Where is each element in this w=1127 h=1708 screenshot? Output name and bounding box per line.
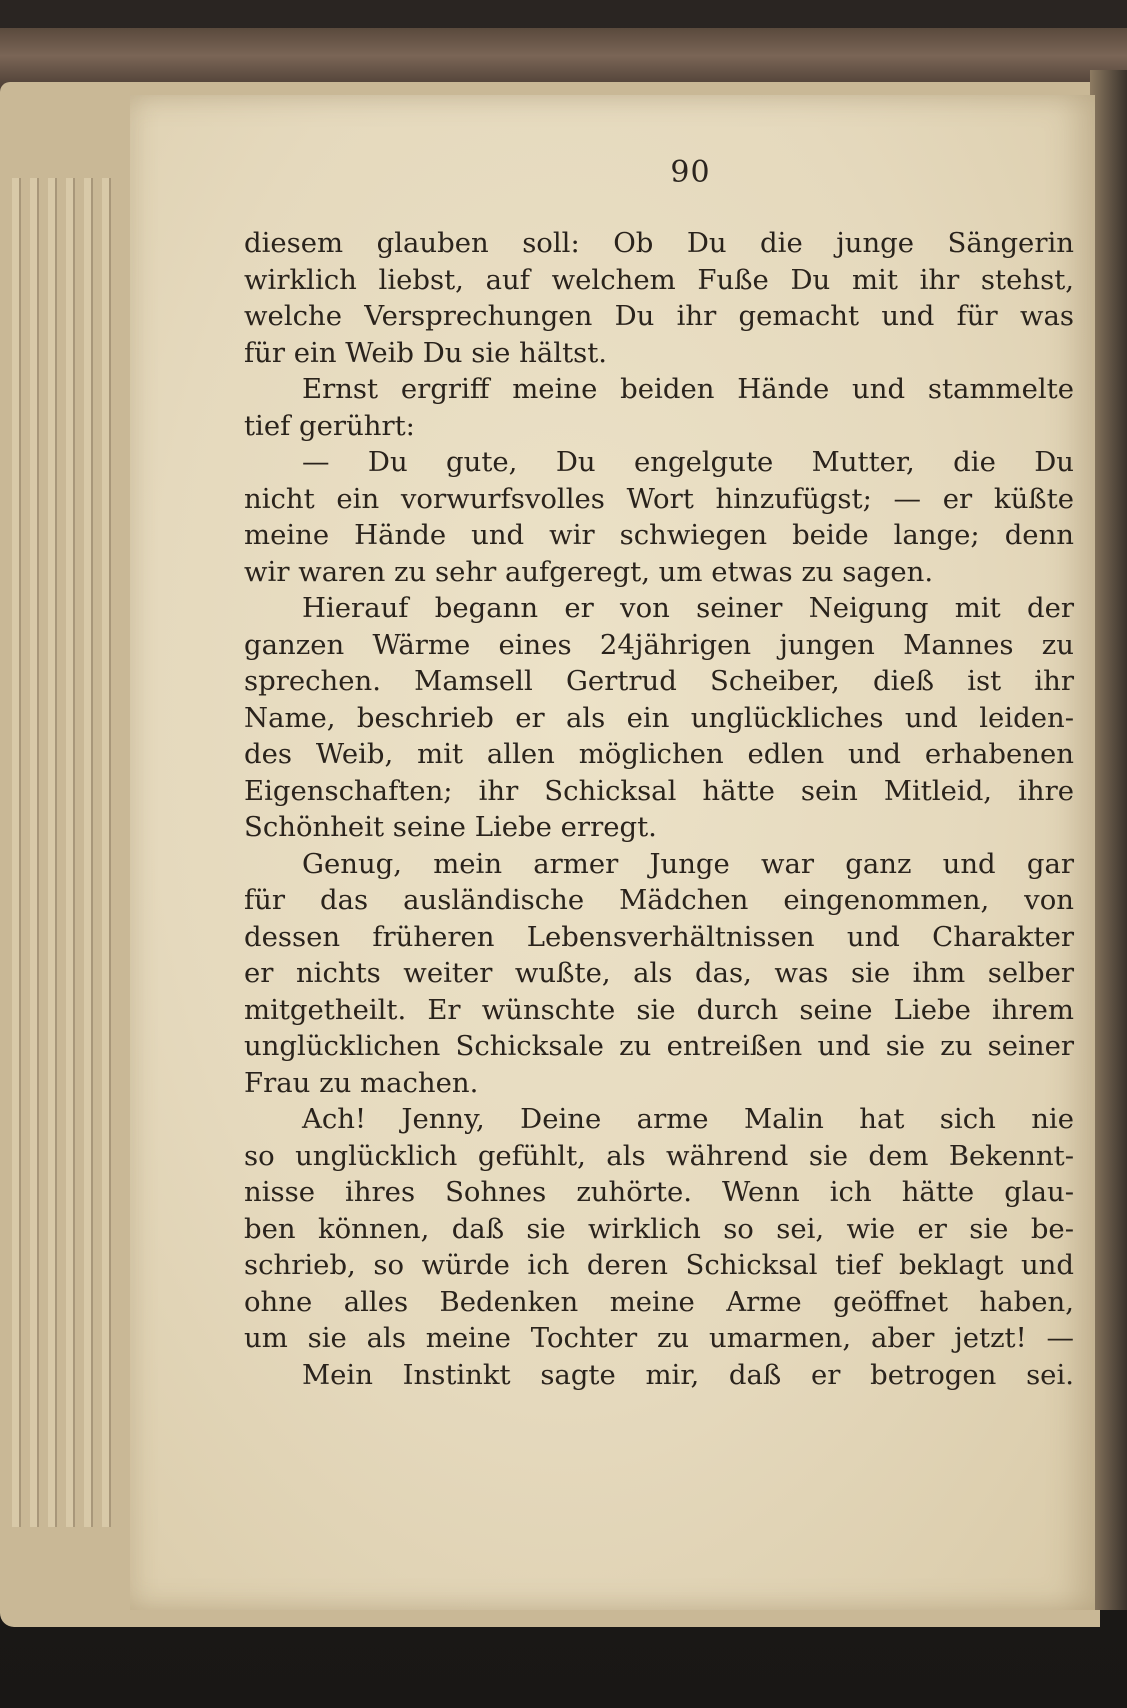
page-edge <box>102 178 111 1527</box>
text-line: Frau zu machen. <box>244 1066 479 1099</box>
book-cover-edge <box>0 28 1127 90</box>
text-line: meine Hände und wir schwiegen beide lange; denn <box>244 519 1074 551</box>
text-line: nisse ihres Sohnes zuhörte. Wenn ich hätte glau- <box>244 1176 1074 1208</box>
page-text <box>244 225 1074 1393</box>
text-line: diesem glauben soll: Ob Du die junge Sängerin <box>244 227 1074 259</box>
text-line: tief gerührt: <box>244 409 415 442</box>
text-line: ganzen Wärme eines 24jährigen jungen Mannes zu <box>244 628 1074 661</box>
text-line: sprechen. Mamsell Gertrud Scheiber, dieß ist ihr <box>244 665 1074 697</box>
text-line: ohne alles Bedenken meine Arme geöffnet haben, <box>244 1285 1074 1318</box>
text-line: des Weib, mit allen möglichen edlen und erhabenen <box>244 738 1074 770</box>
text-line: wirklich liebst, auf welchem Fuße Du mit ihr stehst, <box>244 263 1074 296</box>
text-line: ben können, daß sie wirklich so sei, wie er sie be- <box>244 1212 1074 1245</box>
text-line: um sie als meine Tochter zu umarmen, aber jetzt! — <box>244 1322 1074 1354</box>
text-line: Hierauf begann er von seiner Neigung mit der <box>302 592 1074 624</box>
page-edge <box>48 178 57 1527</box>
text-line: so unglücklich gefühlt, als während sie dem Bekennt- <box>244 1139 1074 1172</box>
text-line: Genug, mein armer Junge war ganz und gar <box>302 847 1074 880</box>
text-line: — Du gute, Du engelgute Mutter, die Du <box>302 446 1074 478</box>
text-line: Name, beschrieb er als ein unglückliches und leiden- <box>244 701 1074 734</box>
text-line: Ach! Jenny, Deine arme Malin hat sich nie <box>302 1103 1074 1135</box>
text-line: Eigenschaften; ihr Schicksal hätte sein Mitleid, ihre <box>244 774 1074 807</box>
binding-shadow <box>1090 70 1127 1610</box>
page-edge <box>84 178 93 1527</box>
text-line: er nichts weiter wußte, als das, was sie ihm selber <box>244 957 1074 989</box>
book-page <box>130 95 1095 1610</box>
text-line: nicht ein vorwurfsvolles Wort hinzufügst; — er küßte <box>244 482 1074 515</box>
text-line: Ernst ergriff meine beiden Hände und stammelte <box>302 373 1074 405</box>
page-edge <box>12 178 21 1527</box>
text-line: für ein Weib Du sie hältst. <box>244 336 608 369</box>
text-line: mitgetheilt. Er wünschte sie durch seine Liebe ihrem <box>244 993 1074 1026</box>
text-line: wir waren zu sehr aufgeregt, um etwas zu sagen. <box>244 555 934 588</box>
text-line: unglücklichen Schicksale zu entreißen und sie zu seiner <box>244 1030 1074 1062</box>
text-line: Schönheit seine Liebe erregt. <box>244 811 657 843</box>
page-number: 90 <box>670 155 711 190</box>
text-line: dessen früheren Lebensverhältnissen und Charakter <box>244 920 1074 953</box>
text-line: Mein Instinkt sagte mir, daß er betrogen sei. <box>302 1358 1074 1391</box>
text-line: welche Versprechungen Du ihr gemacht und für was <box>244 300 1074 332</box>
page-edge <box>30 178 39 1527</box>
text-line: für das ausländische Mädchen eingenommen, von <box>244 884 1074 916</box>
text-line: schrieb, so würde ich deren Schicksal tief beklagt und <box>244 1249 1074 1281</box>
page-edge <box>66 178 75 1527</box>
